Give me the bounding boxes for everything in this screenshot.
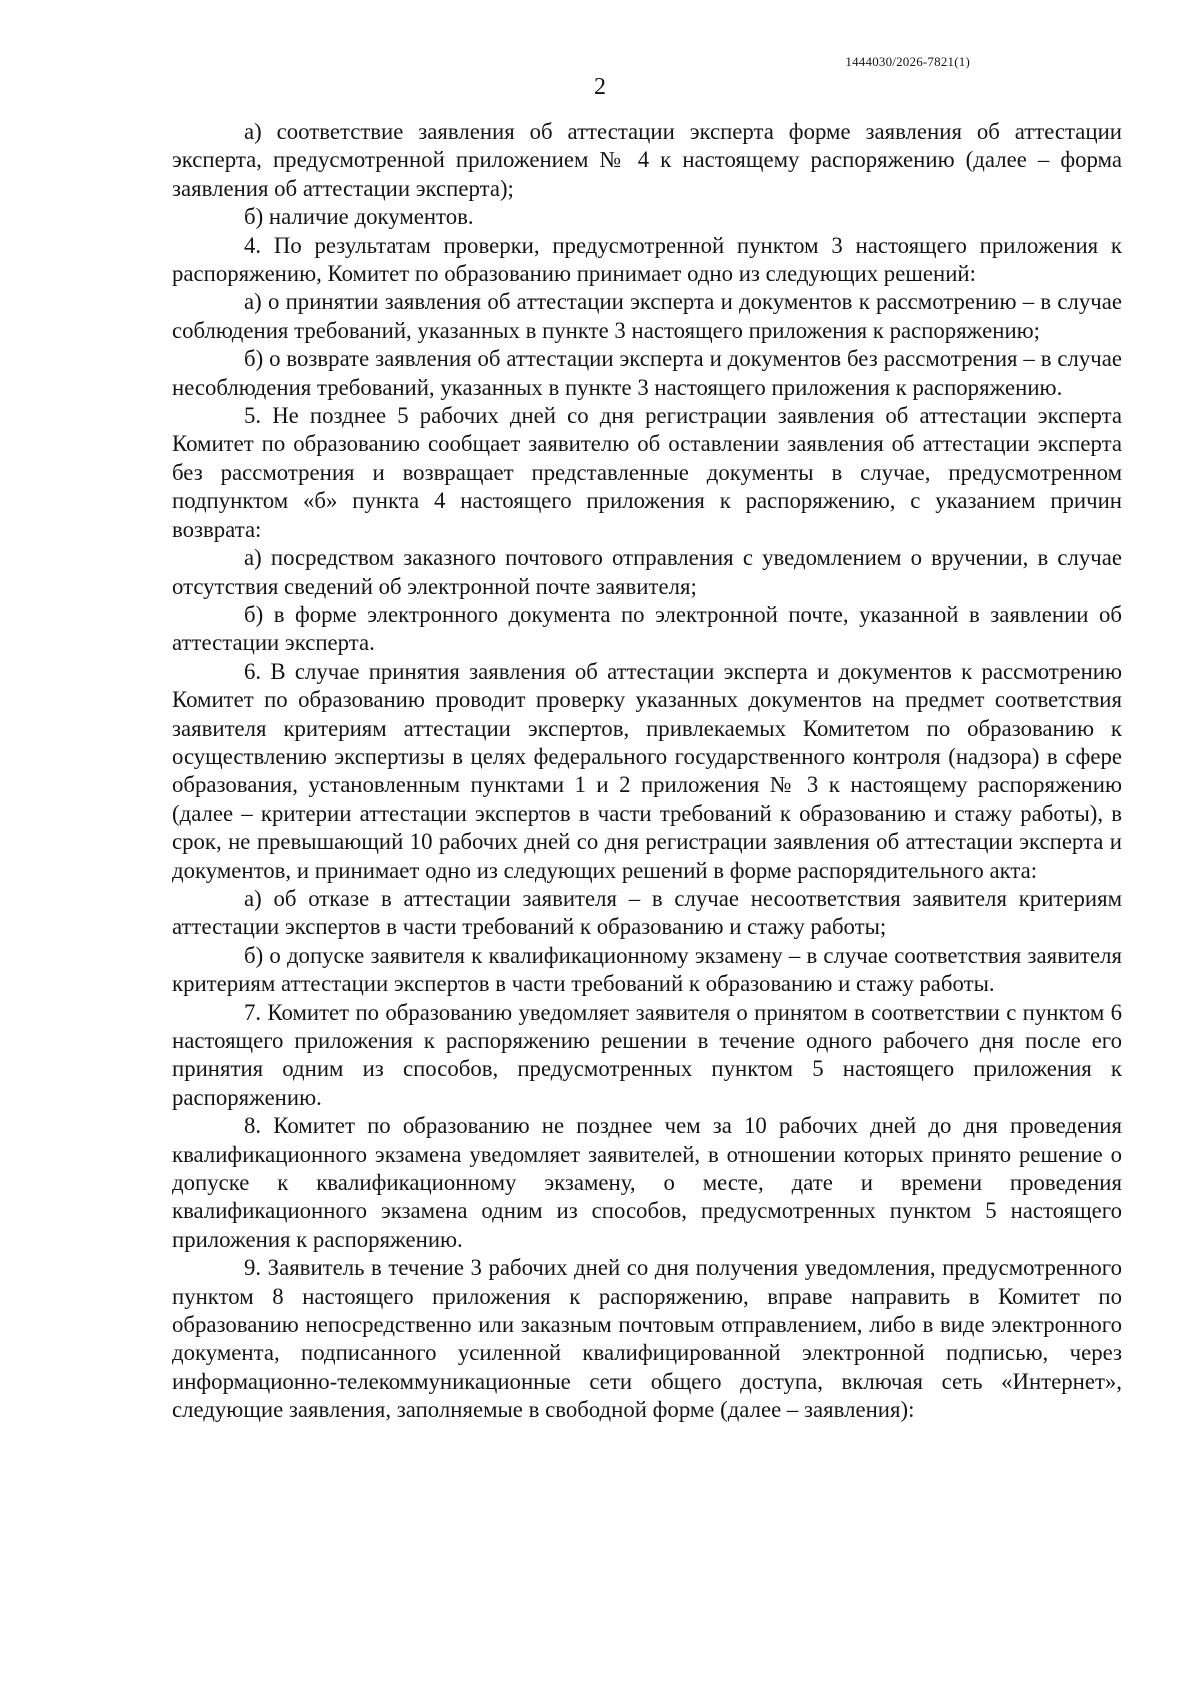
paragraph-3b: б) наличие документов.: [244, 204, 474, 230]
paragraph-6b: б) о допуске заявителя к квалификационному экзамену – в случае соответствия заявителя критериям аттестации экспертов в части требований к образованию и стажу работы.: [172, 942, 1122, 997]
paragraph-7: 7. Комитет по образованию уведомляет заявителя о принятом в соответствии с пунктом 6 настоящего приложения к распоряжению решении в течение одного рабочего дня после его принятия одним из способов, предусмотренных пунктом 5 настоящего приложения к распоряжению.: [172, 999, 1122, 1110]
paragraph-4: 4. По результатам проверки, предусмотренной пунктом 3 настоящего приложения к распоряжению, Комитет по образованию принимает одно из следующих решений:: [172, 232, 1122, 287]
paragraph-5: 5. Не позднее 5 рабочих дней со дня регистрации заявления об аттестации эксперта Комитет по образованию сообщает заявителю об оставлении заявления об аттестации эксперта без рассмотрения и возвращает представленные документы в случае, предусмотренном подпунктом «б» пункта 4 настоящего приложения к распоряжению, с указанием причин возврата:: [172, 403, 1122, 542]
page-number: 2: [594, 74, 606, 100]
paragraph-4a: а) о принятии заявления об аттестации эксперта и документов к рассмотрению – в случае соблюдения требований, указанных в пункте 3 настоящего приложения к распоряжению;: [172, 289, 1122, 343]
paragraph-5b: б) в форме электронного документа по электронной почте, указанной в заявлении об аттестации эксперта.: [172, 601, 1122, 656]
document-body: [172, 118, 1122, 1425]
paragraph-8: 8. Комитет по образованию не позднее чем за 10 рабочих дней до дня проведения квалификационного экзамена уведомляет заявителей, в отношении которых принято решение о допуске к квалификационному экзамену, о месте, дате и времени проведения квалификационного экзамена одним из способов, предусмотренных пунктом 5 настоящего приложения к распоряжению.: [172, 1113, 1122, 1252]
document-number: 1444030/2026-7821(1): [845, 54, 970, 69]
paragraph-6a: а) об отказе в аттестации заявителя – в случае несоответствия заявителя критериям аттестации экспертов в части требований к образованию и стажу работы;: [172, 885, 1122, 940]
paragraph-6: 6. В случае принятия заявления об аттестации эксперта и документов к рассмотрению Комитет по образованию проводит проверку указанных документов на предмет соответствия заявителя критериям аттестации экспертов, привлекаемых Комитетом по образованию к осуществлению экспертизы в целях федерального государственного контроля (надзора) в сфере образования, установленным пунктами 1 и 2 приложения № 3 к настоящему распоряжению (далее – критерии аттестации экспертов в части требований к образованию и стажу работы), в срок, не превышающий 10 рабочих дней со дня регистрации заявления об аттестации эксперта и документов, и принимает одно из следующих решений в форме распорядительного акта:: [172, 658, 1122, 883]
paragraph-3a: а) соответствие заявления об аттестации эксперта форме заявления об аттестации эксперта, предусмотренной приложением № 4 к настоящему распоряжению (далее – форма заявления об аттестации эксперта);: [172, 119, 1122, 201]
paragraph-5a: а) посредством заказного почтового отправления с уведомлением о вручении, в случае отсутствия сведений об электронной почте заявителя;: [172, 545, 1122, 599]
paragraph-9: 9. Заявитель в течение 3 рабочих дней со дня получения уведомления, предусмотренного пунктом 8 настоящего приложения к распоряжению, вправе направить в Комитет по образованию непосредственно или заказным почтовым отправлением, либо в виде электронного документа, подписанного усиленной квалифицированной электронной подписью, через информационно-телекоммуникационные сети общего доступа, включая сеть «Интернет», следующие заявления, заполняемые в свободной форме (далее – заявления):: [172, 1255, 1122, 1423]
paragraph-4b: б) о возврате заявления об аттестации эксперта и документов без рассмотрения – в случае несоблюдения требований, указанных в пункте 3 настоящего приложения к распоряжению.: [172, 346, 1122, 400]
